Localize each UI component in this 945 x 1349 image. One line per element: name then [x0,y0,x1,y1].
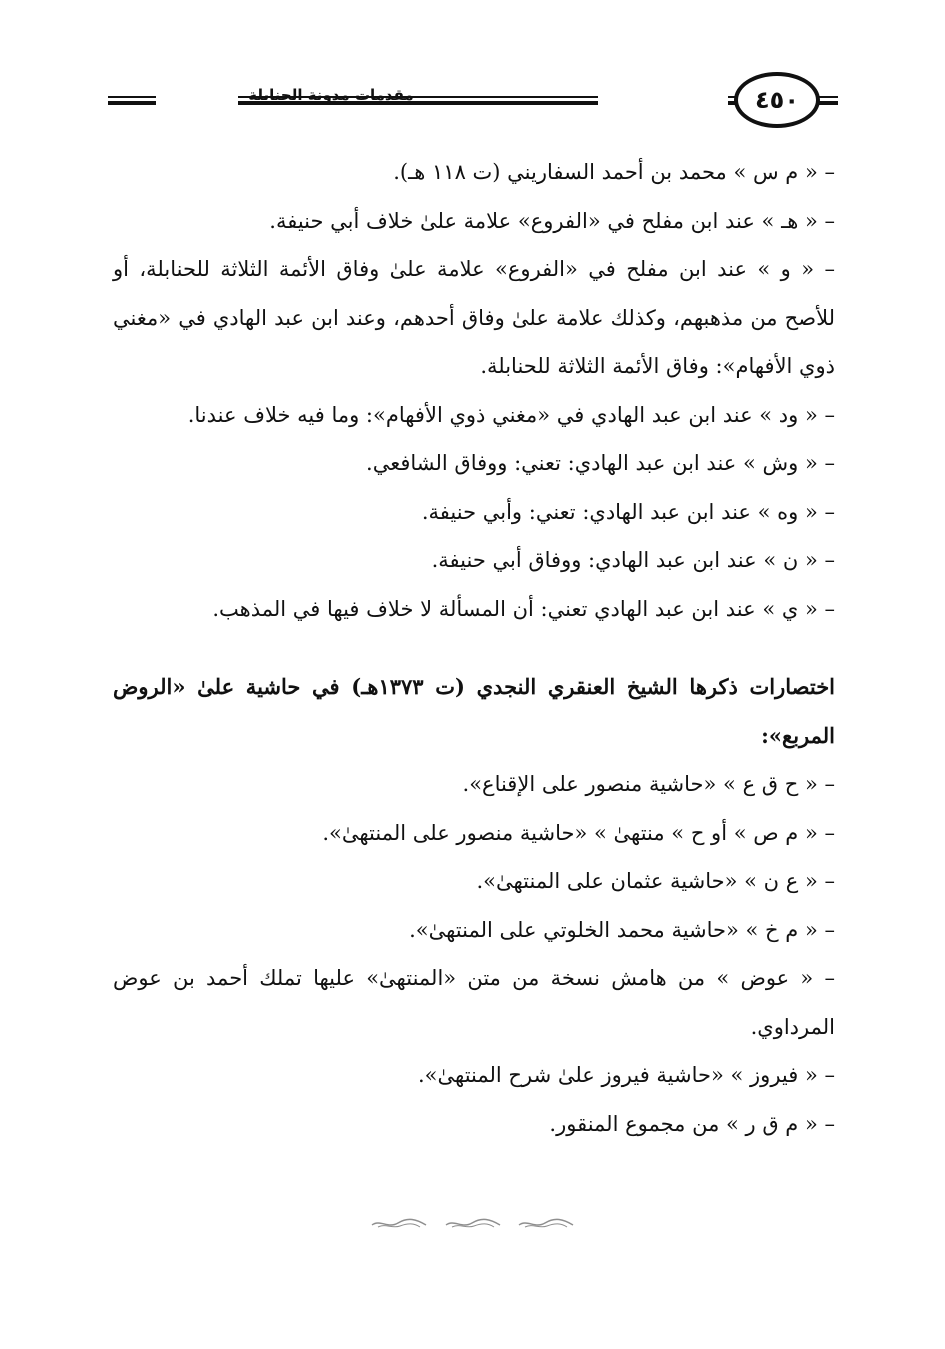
entry-line: – « فيروز » «حاشية فيروز علىٰ شرح المنتهىٰ». [418,1063,835,1087]
header-rule-left [108,96,156,105]
entry-line: – « و » عند ابن مفلح في «الفروع» علامة علىٰ وفاق الأئمة الثلاثة للحنابلة، أو للأصح من مذهبهم، وكذلك علامة علىٰ وفاق أحدهم، وعند ابن عبد الهادي في «مغني ذوي الأفهام»: وفاق الأئمة الثلاثة للحنابلة. [113,257,835,378]
entry-line: – « م خ » «حاشية محمد الخلوتي على المنتهىٰ». [409,917,835,942]
end-ornament [370,1215,575,1233]
ornament-flourish-icon [444,1217,502,1231]
entry-line: – « وش » عند ابن عبد الهادي: تعني: ووفاق الشافعي. [366,451,835,475]
ornament-flourish-icon [517,1217,575,1231]
entry-line: – « م ص » أو ح » منتهىٰ » «حاشية منصور على المنتهىٰ». [322,820,835,845]
entry-line: – « وه » عند ابن عبد الهادي: تعني: وأبي حنيفة. [421,499,835,524]
entry-line: – « هـ » عند ابن مفلح في «الفروع» علامة علىٰ خلاف أبي حنيفة. [269,208,835,233]
entry-line: – « ح ق ع » «حاشية منصور على الإقناع». [462,772,835,796]
entry-line: – « م س » محمد بن أحمد السفاريني (ت ١١٨ هـ). [393,160,835,184]
page-header [108,70,838,130]
entry-line: – « م ق ر » من مجموع المنقور. [549,1111,835,1136]
entry-line: – « عوض » من هامش نسخة من متن «المنتهىٰ» عليها تملك أحمد بن عوض المرداوي. [113,966,835,1039]
entry-line: – « ي » عند ابن عبد الهادي تعني: أن المسألة لا خلاف فيها في المذهب. [212,596,835,621]
page-number-badge [734,72,820,128]
section-heading: اختصارات ذكرها الشيخ العنقري النجدي (ت ١٣٧٣هـ) في حاشية علىٰ «الروض المربع»: [113,674,836,748]
entry-line: – « ع ن » «حاشية عثمان على المنتهىٰ». [476,869,835,893]
entry-line: – « ن » عند ابن عبد الهادي: ووفاق أبي حنيفة. [431,548,835,572]
page-body [113,148,835,1148]
ornament-flourish-icon [370,1217,428,1231]
entry-line: – « ود » عند ابن عبد الهادي في «مغني ذوي الأفهام»: وما فيه خلاف عندنا. [187,402,835,427]
page-number: ٤٥٠ [755,86,799,114]
running-title: مقدمات مدونة الحنابلة [248,86,414,104]
